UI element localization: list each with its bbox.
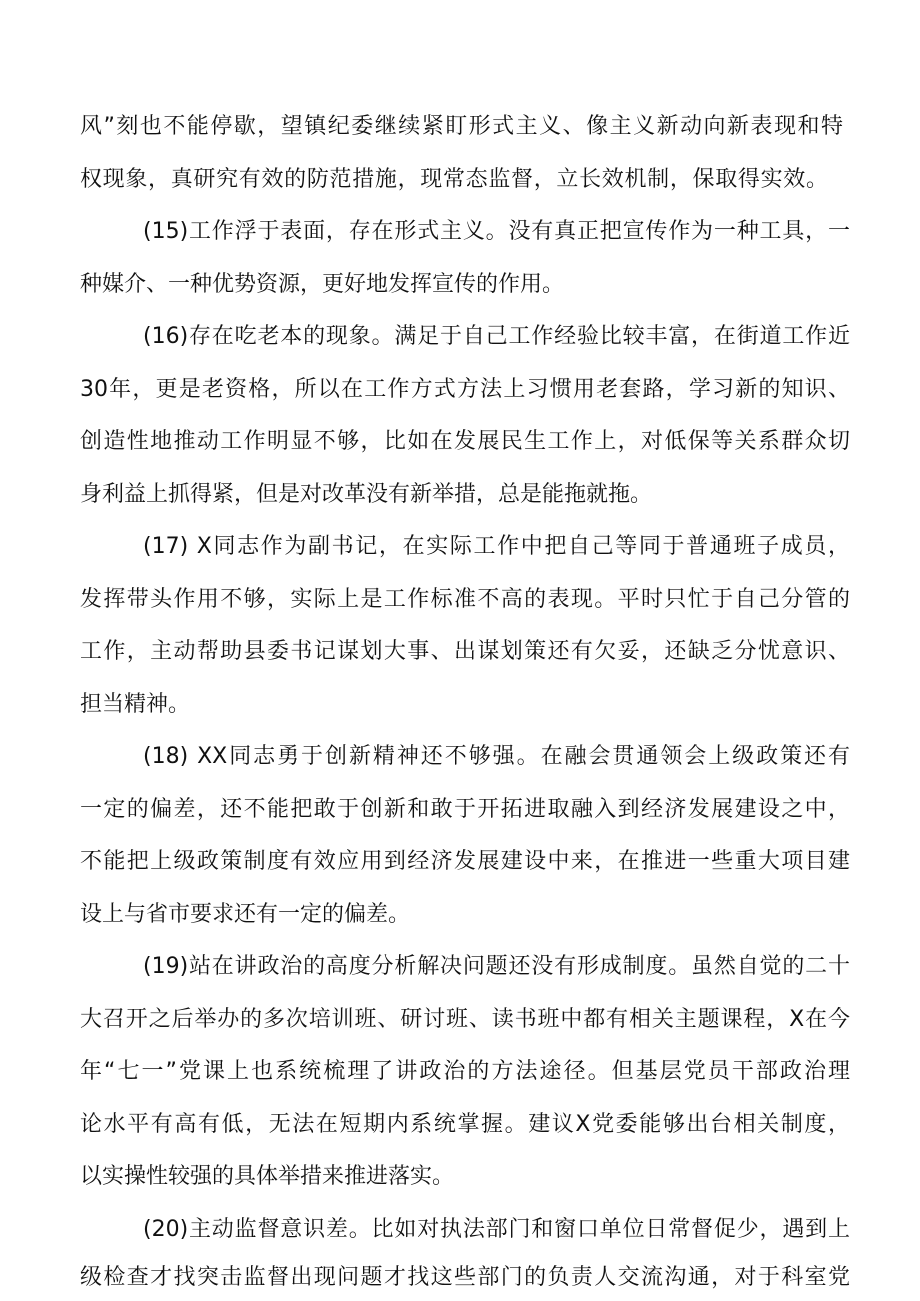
- text-line: (20)主动监督意识差。比如对执法部门和窗口单位日常督促少，遇到上: [143, 1217, 850, 1242]
- text-line: 30年，更是老资格，所以在工作方式方法上习惯用老套路，学习新的知识、: [80, 377, 850, 402]
- text-line: 风”刻也不能停歇，望镇纪委继续紧盯形式主义、像主义新动向新表现和特: [80, 114, 843, 139]
- text-line: (18) XX同志勇于创新精神还不够强。在融会贯通领会上级政策还有: [143, 744, 850, 769]
- text-line: 不能把上级政策制度有效应用到经济发展建设中来，在推进一些重大项目建: [80, 849, 850, 874]
- text-line: 工作，主动帮助县委书记谋划大事、出谋划策还有欠妥，还缺乏分忧意识、: [80, 639, 850, 664]
- text-line: 发挥带头作用不够，实际上是工作标准不高的表现。平时只忙于自己分管的: [80, 587, 850, 612]
- text-line: 身利益上抓得紧，但是对改革没有新举措，总是能拖就拖。: [80, 482, 653, 507]
- text-line: 设上与省市要求还有一定的偏差。: [80, 902, 411, 927]
- text-line: (19)站在讲政治的高度分析解决问题还没有形成制度。虽然自觉的二十: [143, 954, 850, 979]
- text-line: 权现象，真研究有效的防范措施，现常态监督，立长效机制，保取得实效。: [80, 167, 828, 192]
- text-line: (16)存在吃老本的现象。满足于自己工作经验比较丰富，在街道工作近: [143, 324, 850, 349]
- text-line: 一定的偏差，还不能把敢于创新和敢于开拓进取融入到经济发展建设之中，: [80, 797, 850, 822]
- text-line: 以实操性较强的具体举措来推进落实。: [80, 1164, 455, 1189]
- text-line: 年“七一”党课上也系统梳理了讲政治的方法途径。但基层党员干部政治理: [80, 1059, 850, 1084]
- text-line: (15)工作浮于表面，存在形式主义。没有真正把宣传作为一种工具，一: [143, 219, 850, 244]
- text-line: 创造性地推动工作明显不够，比如在发展民生工作上，对低保等关系群众切: [80, 429, 850, 454]
- text-line: 论水平有高有低，无法在短期内系统掌握。建议X党委能够出台相关制度，: [80, 1112, 850, 1137]
- text-line: (17) X同志作为副书记，在实际工作中把自己等同于普通班子成员，: [143, 534, 850, 559]
- text-line: 大召开之后举办的多次培训班、研讨班、读书班中都有相关主题课程，X在今: [80, 1007, 850, 1032]
- text-line: 种媒介、一种优势资源，更好地发挥宣传的作用。: [80, 272, 565, 297]
- text-line: 级检查才找突击监督出现问题才找这些部门的负责人交流沟通，对于科室党: [80, 1265, 850, 1290]
- text-line: 担当精神。: [80, 692, 191, 717]
